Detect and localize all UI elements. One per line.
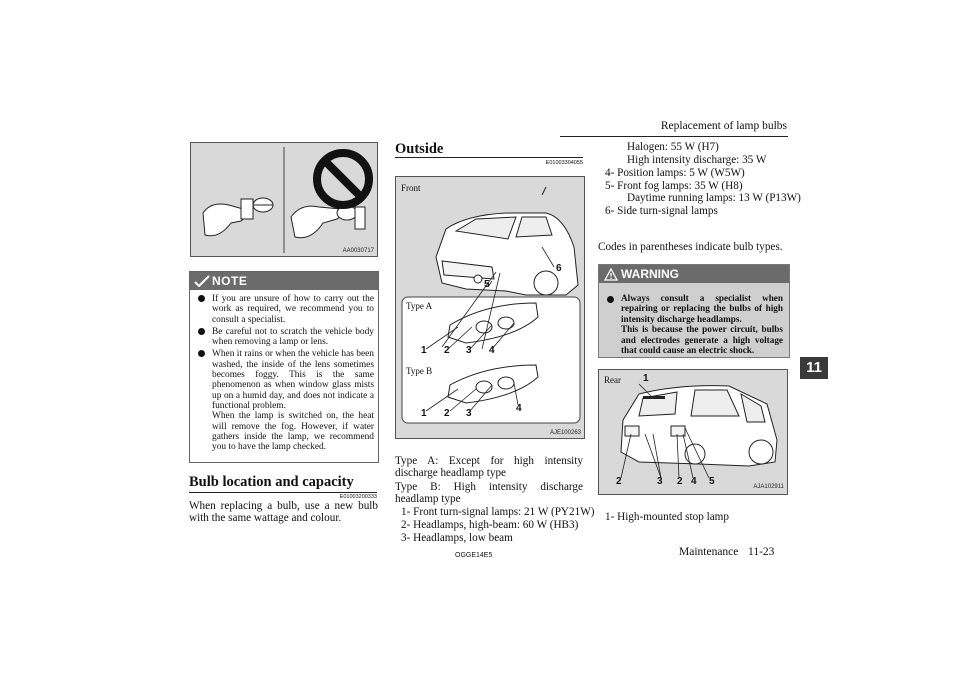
bulb-list-item: 1- Front turn-signal lamps: 21 W (PY21W) <box>401 506 595 518</box>
callout-6: 6 <box>556 263 562 274</box>
warning-box <box>598 264 790 358</box>
callout-b-4: 4 <box>516 403 522 414</box>
callout-a-3: 3 <box>466 345 472 356</box>
note-list <box>194 294 374 454</box>
prohibited-icon <box>317 153 369 205</box>
callout-a-2: 2 <box>444 345 450 356</box>
rear-callout-3: 3 <box>657 476 663 487</box>
hand-holding-bulb-icon <box>203 198 273 236</box>
bulb-list-item: 3- Headlamps, low beam <box>401 532 513 544</box>
callout-b-2: 2 <box>444 408 450 419</box>
chapter-tab: 11 <box>800 357 828 379</box>
bullet-icon <box>607 296 614 303</box>
car-rear-icon <box>621 386 777 466</box>
bulb-location-body: When replacing a bulb, use a new bulb with the same wattage and colour. <box>189 500 378 525</box>
bulb-list-item: 5- Front fog lamps: 35 W (H8) <box>605 180 743 192</box>
rear-bulb-list-item: 1- High-mounted stop lamp <box>605 511 729 523</box>
rear-callout-1: 1 <box>643 373 649 384</box>
bulb-list-item: 6- Side turn-signal lamps <box>605 205 718 217</box>
rear-callout-2: 2 <box>616 476 622 487</box>
bulb-list-continued: Halogen: 55 W (H7) <box>627 141 719 153</box>
figure-code: AA0030717 <box>342 248 374 254</box>
bullet-icon <box>198 328 205 335</box>
callout-a-4: 4 <box>489 345 495 356</box>
warning-triangle-icon <box>604 268 618 281</box>
callout-b-1: 1 <box>421 408 427 419</box>
type-b-description: Type B: High intensity discharge headlamp type <box>395 481 583 506</box>
section-rule <box>395 157 583 158</box>
bulb-codes-note: Codes in parentheses indicate bulb types. <box>598 241 783 253</box>
warning-heading: WARNING <box>621 267 679 281</box>
warning-header <box>599 265 789 283</box>
hand-touching-glass-icon <box>291 206 365 238</box>
rear-lamps-figure <box>598 369 788 495</box>
footer-chapter: Maintenance <box>679 546 739 558</box>
note-item: If you are unsure of how to carry out the work as required, we recommend you to consult a specialist. <box>194 294 374 325</box>
label-rear: Rear <box>604 375 621 385</box>
bulb-handling-figure <box>190 142 378 257</box>
rear-callout-2b: 2 <box>677 476 683 487</box>
label-type-a: Type A <box>406 301 433 311</box>
callout-a-1: 1 <box>421 345 427 356</box>
section-title-bulb-location: Bulb location and capacity <box>189 474 354 490</box>
rear-callout-4: 4 <box>691 476 697 487</box>
pencil-check-icon <box>194 275 210 287</box>
note-item: When it rains or when the vehicle has been washed, the inside of the lens sometimes becomes foggy. This is the same phenomenon as when window glass mists up on a humid day, and does not indicate a functional problem. When the lamp is switched on, the heat will remove the fog. However, if water gathers inside the lamp, we recommend you to have the lamp checked. <box>194 349 374 452</box>
label-front: Front <box>401 183 421 193</box>
car-front-icon <box>436 187 578 295</box>
section-code: E01003304055 <box>545 160 583 166</box>
warning-text: Always consult a specialist when repairing or replacing the bulbs of high intensity discharge headlamps. This is because the power circuit, bulbs and electrodes generate a high voltage that could cause an electric shock. <box>621 293 783 356</box>
callout-b-3: 3 <box>466 408 472 419</box>
footer-code: OGGE14E5 <box>455 552 493 559</box>
bulb-handling-illustration <box>191 143 377 256</box>
note-header <box>190 272 378 290</box>
bulb-list-continued: High intensity discharge: 35 W <box>627 154 767 166</box>
bullet-icon <box>198 295 205 302</box>
running-title: Replacement of lamp bulbs <box>660 120 787 132</box>
bulb-list-item: 4- Position lamps: 5 W (W5W) <box>605 167 745 179</box>
figure-code: AJA102911 <box>753 484 784 490</box>
label-type-b: Type B <box>406 366 433 376</box>
bulb-list-item: 2- Headlamps, high-beam: 60 W (HB3) <box>401 519 579 531</box>
bullet-icon <box>198 350 205 357</box>
note-item: Be careful not to scratch the vehicle body when removing a lamp or lens. <box>194 327 374 348</box>
footer-page-number: 11-23 <box>748 546 775 558</box>
section-rule <box>189 492 377 493</box>
rear-callout-5: 5 <box>709 476 715 487</box>
callout-5: 5 <box>484 279 490 290</box>
bulb-list-continued: Daytime running lamps: 13 W (P13W) <box>627 192 801 204</box>
figure-code: AJE100263 <box>549 430 581 436</box>
note-heading: NOTE <box>212 274 248 288</box>
note-box <box>189 271 379 463</box>
header-rule <box>560 136 788 137</box>
type-a-description: Type A: Except for high intensity discharge headlamp type <box>395 455 583 480</box>
section-title-outside: Outside <box>395 141 444 157</box>
front-lamps-figure <box>395 176 585 439</box>
section-code: E01003200333 <box>339 494 377 500</box>
